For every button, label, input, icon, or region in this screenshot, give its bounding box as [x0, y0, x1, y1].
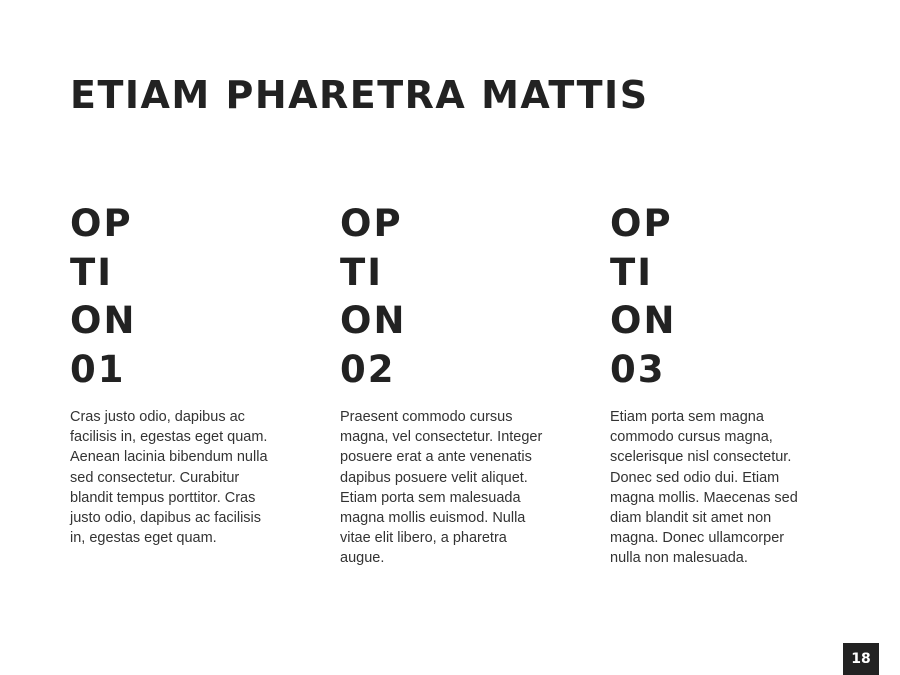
- option-heading-2: [340, 200, 550, 394]
- option-heading-line: OP: [610, 202, 673, 245]
- option-column-2: [340, 200, 550, 569]
- option-heading-1: [70, 200, 280, 394]
- option-heading-line: TI: [70, 250, 114, 294]
- slide-title: ETIAM PHARETRA MATTIS: [70, 73, 649, 117]
- option-heading-line: TI: [610, 250, 654, 294]
- option-heading-line: ON: [610, 299, 677, 342]
- option-body-3: Etiam porta sem magna commodo cursus magna, scelerisque nisl consectetur. Donec sed odio dui. Etiam magna mollis. Maecenas sed diam blandit sit amet non magna. Donec ullamcorper nulla non malesuada.: [610, 409, 798, 567]
- option-heading-line: OP: [340, 202, 403, 245]
- option-column-1: [70, 200, 280, 548]
- option-body-1: Cras justo odio, dapibus ac facilisis in, egestas eget quam. Aenean lacinia bibendum nulla sed consectetur. Curabitur blandit tempus porttitor. Cras justo odio, dapibus ac facilisis in, egestas eget quam.: [70, 409, 268, 547]
- option-heading-line: TI: [340, 250, 384, 294]
- option-heading-3: [610, 200, 820, 394]
- option-column-3: [610, 200, 820, 569]
- option-heading-line: 02: [340, 347, 396, 391]
- option-heading-line: ON: [70, 299, 137, 342]
- option-heading-line: OP: [70, 202, 133, 245]
- option-heading-line: 03: [610, 347, 666, 391]
- option-heading-line: ON: [340, 299, 407, 342]
- option-heading-line: 01: [70, 347, 126, 391]
- option-body-2: Praesent commodo cursus magna, vel consectetur. Integer posuere erat a ante venenatis dapibus posuere velit aliquet. Etiam porta sem malesuada magna mollis euismod. Nulla vitae elit libero, a pharetra augue.: [340, 409, 543, 567]
- page-number-badge: 18: [843, 643, 879, 675]
